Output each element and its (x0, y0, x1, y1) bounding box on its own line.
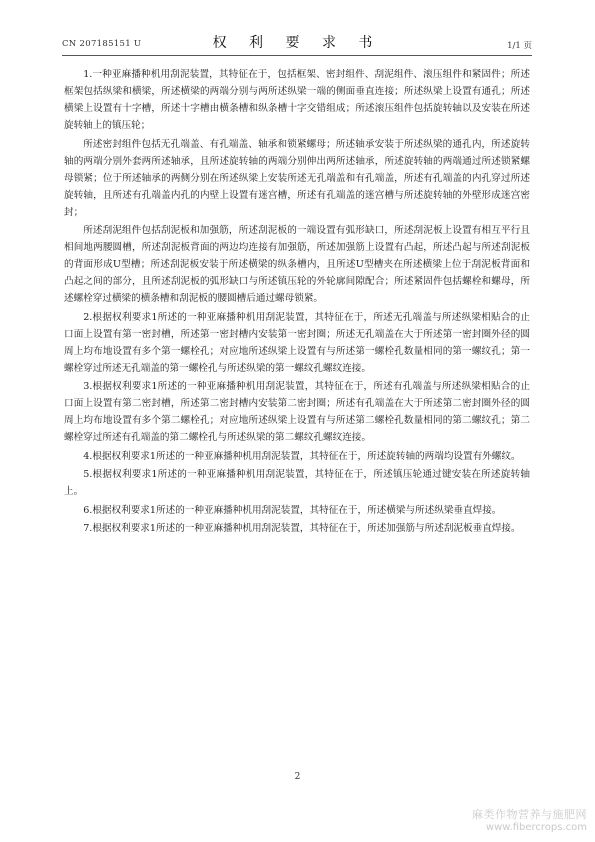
claim-6: 6.根据权利要求1所述的一种亚麻播种机用刮泥装置，其特征在于，所述横梁与所述纵梁垂直焊接。 (83, 504, 502, 516)
site-watermark (472, 808, 587, 834)
claim-7: 7.根据权利要求1所述的一种亚麻播种机用刮泥装置，其特征在于，所述加强筋与所述刮泥板垂直焊接。 (83, 523, 521, 534)
watermark-url: www.fibercrops.com (485, 822, 587, 833)
publication-number: CN 207185151 U (62, 39, 142, 49)
document-title: 权 利 要 求 书 (212, 35, 382, 51)
page-info: 1/1 页 (507, 41, 532, 51)
watermark-site-name: 麻类作物营养与施肥网 (472, 808, 587, 821)
claim-4: 4.根据权利要求1所述的一种亚麻播种机用刮泥装置，其特征在于，所述旋转轴的两端均设置有外螺纹。 (83, 450, 521, 462)
claim-1-paragraph-3: 所述刮泥组件包括刮泥板和加强筋，所述刮泥板的一端设置有弧形缺口，所述刮泥板上设置有相互平行且相间地两腰圆槽，所述刮泥板背面的两边均连接有加强筋，所述加强筋上设置有凸起，所述凸起与所述刮泥板的背面形成U型槽；所述刮泥板安装于所述横梁的纵条槽内，且所述U型槽夹在所述横梁上位于刮泥板背面和凸起之间的部分，且所述刮泥板的弧形缺口与所述镇压轮的外轮廓间隙配合；所述紧固件包括螺栓和螺母，所述螺栓穿过横梁的横条槽和刮泥板的腰圆槽后通过螺母锁紧。 (64, 225, 530, 304)
page-number: 2 (294, 772, 301, 782)
claim-3: 3.根据权利要求1所述的一种亚麻播种机用刮泥装置，其特征在于，所述有孔端盖与所述纵梁相贴合的止口面上设置有第二密封槽，所述第二密封槽内安装第二密封圈；所述有孔端盖在大于所述第二密封圈外径的圆周上均布地设置有多个第二螺栓孔；对应地所述纵梁上设置有与所述第二螺栓孔数量相同的第二螺纹孔；第二螺栓穿过所述有孔端盖的第二螺栓孔与所述纵梁的第二螺纹孔螺纹连接。 (64, 381, 530, 443)
claim-2: 2.根据权利要求1所述的一种亚麻播种机用刮泥装置，其特征在于，所述无孔端盖与所述纵梁相贴合的止口面上设置有第一密封槽，所述第一密封槽内安装第一密封圈；所述无孔端盖在大于所述第一密封圈外径的圆周上均布地设置有多个第一螺栓孔；对应地所述纵梁上设置有与所述第一螺栓孔数量相同的第一螺纹孔；第一螺栓穿过所述无孔端盖的第一螺栓孔与所述纵梁的第一螺纹孔螺纹连接。 (64, 311, 530, 374)
claim-5: 5.根据权利要求1所述的一种亚麻播种机用刮泥装置，其特征在于，所述镇压轮通过键安装在所述旋转轴上。 (64, 469, 530, 497)
claim-1-paragraph-1: 1.一种亚麻播种机用刮泥装置，其特征在于，包括框架、密封组件、刮泥组件、滚压组件和紧固件；所述框架包括纵梁和横梁，所述横梁的两端分别与两所述纵梁一端的侧面垂直连接；所述纵梁上设置有通孔；所述横梁上设置有十字槽，所述十字槽由横条槽和纵条槽十字交错组成；所述滚压组件包括旋转轴以及安装在所述旋转轴上的镇压轮； (64, 69, 530, 131)
claim-1-paragraph-2: 所述密封组件包括无孔端盖、有孔端盖、轴承和锁紧螺母；所述轴承安装于所述纵梁的通孔内，所述旋转轴的两端分别外套两所述轴承，且所述旋转轴的两端分别伸出两所述轴承，所述旋转轴的两端通过所述锁紧螺母锁紧；位于所述轴承的两侧分别在所述纵梁上安装所述无孔端盖和有孔端盖，所述有孔端盖的内孔穿过所述旋转轴，且所述有孔端盖内孔的内壁上设置有迷宫槽，所述有孔端盖的迷宫槽与所述旋转轴的外壁形成迷宫密封； (64, 138, 530, 218)
claims-body (64, 66, 530, 539)
header-divider (62, 55, 532, 56)
document-header (62, 30, 532, 52)
